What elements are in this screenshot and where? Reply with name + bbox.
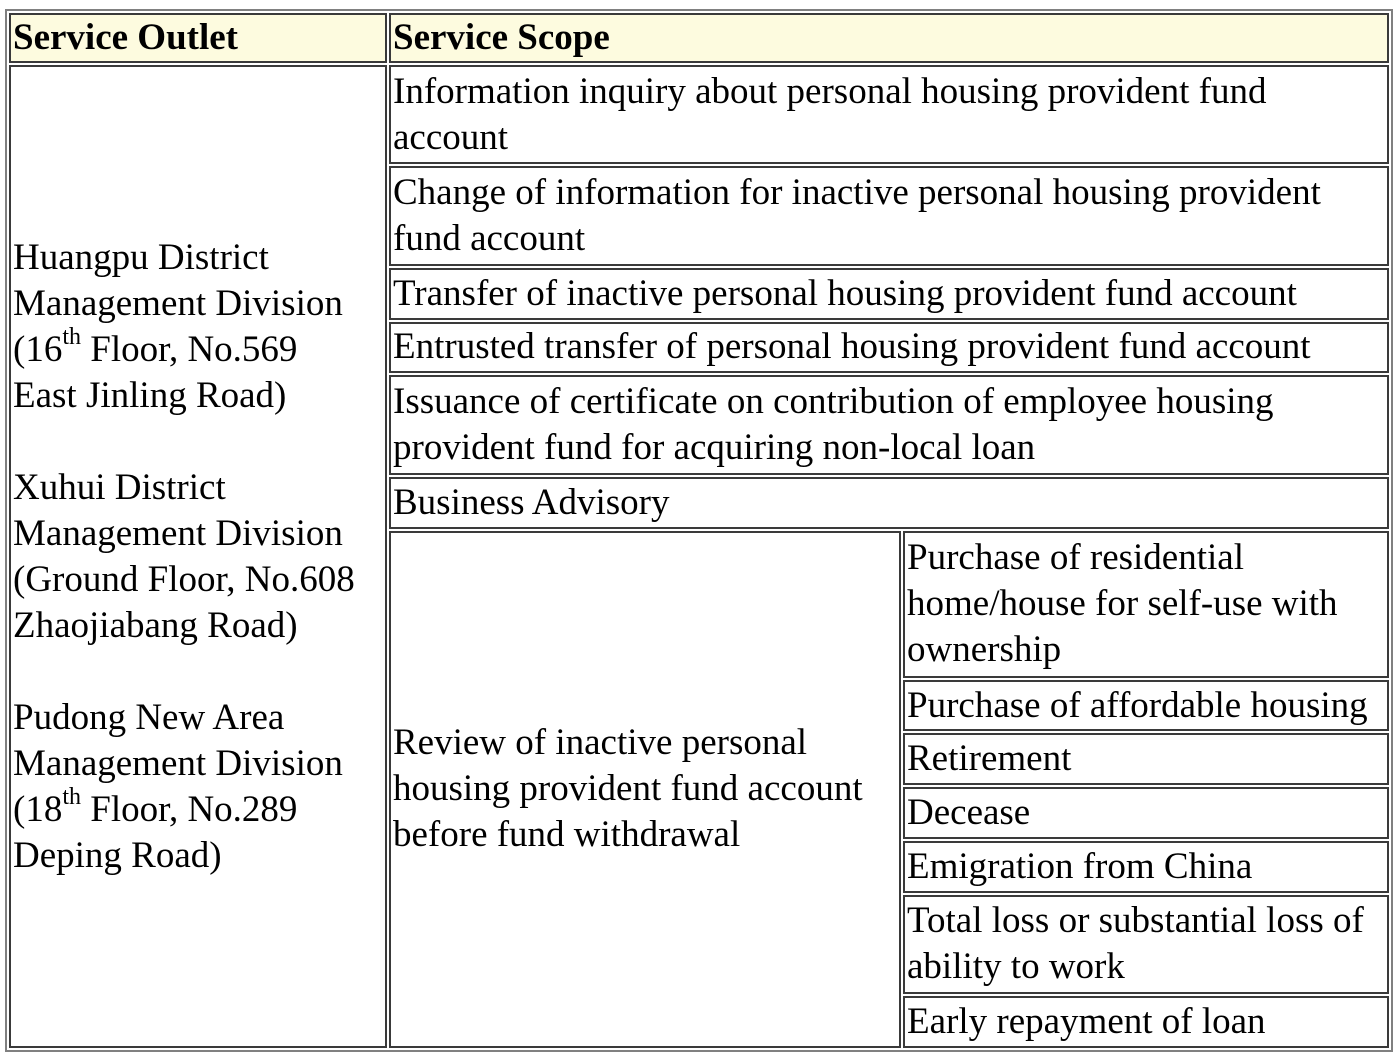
outlet-division: Management Division [13,512,343,554]
service-item: Business Advisory [389,477,1389,529]
service-table [5,9,1393,1052]
header-service-outlet: Service Outlet [9,13,387,63]
service-item: Change of information for inactive personal housing provident fund account [389,166,1389,265]
withdrawal-reason: Early repayment of loan [903,996,1389,1048]
outlet-address-street: Zhaojiabang Road) [13,604,298,646]
review-before-withdrawal: Review of inactive personal housing provident fund account before fund withdrawal [389,531,901,1048]
outlet-address-street: East Jinling Road) [13,374,287,416]
outlet-name: Xuhui District [13,466,226,508]
withdrawal-reason: Total loss or substantial loss of ability to work [903,895,1389,994]
outlet-xuhui [13,465,385,649]
outlet-name: Pudong New Area [13,696,285,738]
withdrawal-reason: Retirement [903,733,1389,785]
outlet-division: Management Division [13,282,343,324]
outlet-pudong [13,695,385,879]
service-item: Issuance of certificate on contribution of employee housing provident fund for acquiring non-local loan [389,375,1389,474]
withdrawal-reason: Purchase of affordable housing [903,680,1389,732]
service-item: Information inquiry about personal housing provident fund account [389,65,1389,164]
header-row [9,13,1389,63]
service-outlet-cell [9,65,387,1048]
service-item: Transfer of inactive personal housing provident fund account [389,268,1389,320]
outlet-name: Huangpu District [13,236,269,278]
withdrawal-reason: Purchase of residential home/house for self-use with ownership [903,531,1389,678]
outlet-address: (16th Floor, No.569 [13,324,298,370]
outlet-address-street: Deping Road) [13,834,222,876]
withdrawal-reason: Decease [903,787,1389,839]
withdrawal-reason: Emigration from China [903,841,1389,893]
outlet-address: (Ground Floor, No.608 [13,558,355,600]
header-service-scope: Service Scope [389,13,1389,63]
outlet-division: Management Division [13,742,343,784]
outlet-address: (18th Floor, No.289 [13,784,298,830]
outlet-huangpu [13,235,385,419]
table-row [9,65,1389,164]
service-item: Entrusted transfer of personal housing provident fund account [389,322,1389,374]
